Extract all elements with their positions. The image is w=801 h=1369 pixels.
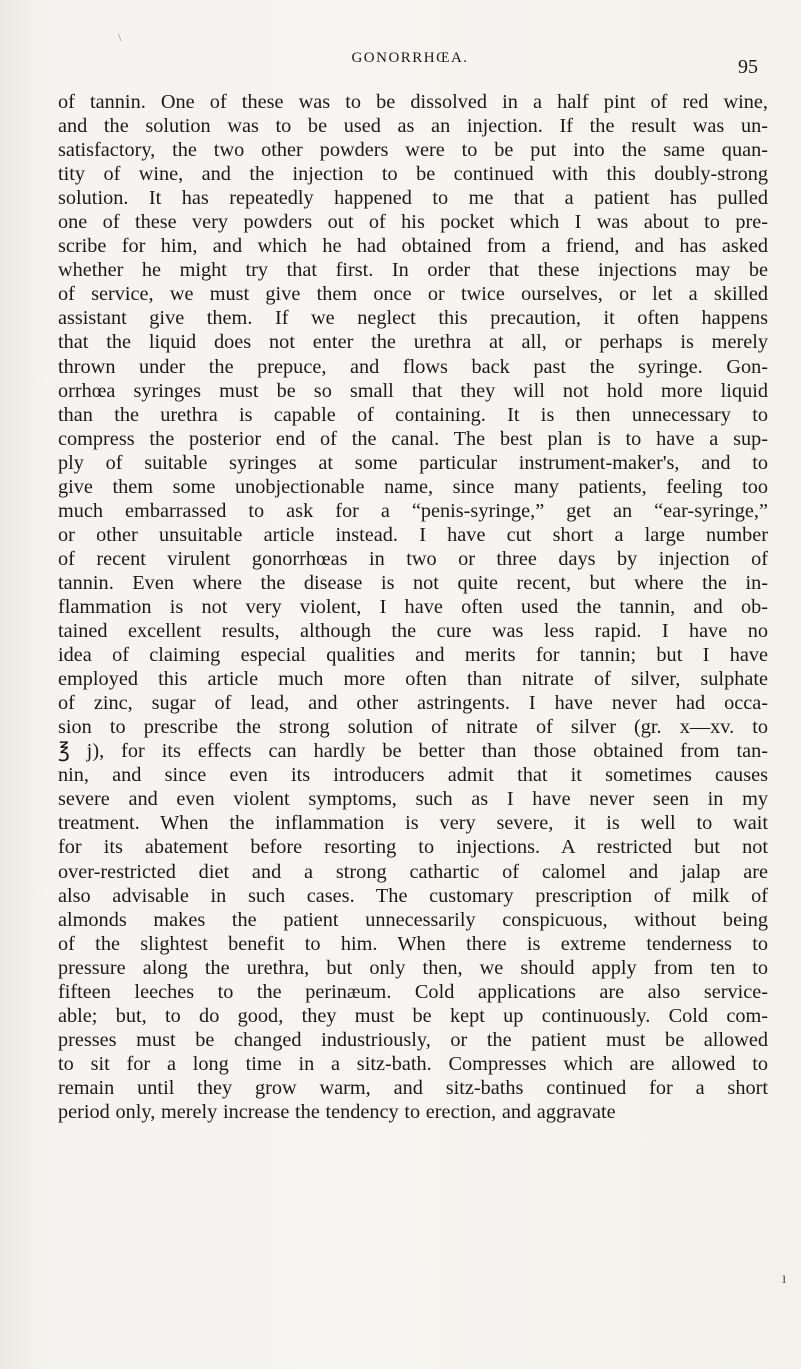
text-line: flammation is not very violent, I have often used the tannin, and ob- — [58, 595, 768, 618]
text-line: ply of suitable syringes at some particular instrument-maker's, and to — [58, 451, 768, 474]
text-line: for its abatement before resorting to injections. A restricted but not — [58, 836, 768, 859]
page-header — [60, 50, 760, 84]
text-line: solution. It has repeatedly happened to me that a patient has pulled — [58, 187, 768, 210]
text-line: pressure along the urethra, but only then, we should apply from ten to — [58, 956, 768, 979]
text-line: tity of wine, and the injection to be continued with this doubly-strong — [58, 163, 768, 186]
text-line: scribe for him, and which he had obtained from a friend, and has asked — [58, 235, 768, 258]
text-line: over-restricted diet and a strong cathartic of calomel and jalap are — [58, 860, 768, 883]
text-line: tained excellent results, although the cure was less rapid. I have no — [58, 620, 768, 643]
text-line: idea of claiming especial qualities and merits for tannin; but I have — [58, 644, 768, 667]
text-line: orrhœa syringes must be so small that they will not hold more liquid — [58, 379, 768, 402]
text-line: thrown under the prepuce, and flows back past the syringe. Gon- — [58, 355, 768, 378]
text-line: compress the posterior end of the canal. The best plan is to have a sup- — [58, 427, 768, 450]
text-line: of the slightest benefit to him. When there is extreme tenderness to — [58, 932, 768, 955]
text-line: presses must be changed industriously, or the patient must be allowed — [58, 1028, 768, 1051]
text-line: sion to prescribe the strong solution of nitrate of silver (gr. x—xv. to — [58, 716, 768, 739]
text-line: of tannin. One of these was to be dissolved in a half pint of red wine, — [58, 91, 768, 113]
text-line: much embarrassed to ask for a “penis-syringe,” get an “ear-syringe,” — [58, 499, 768, 522]
text-line: give them some unobjectionable name, since many patients, feeling too — [58, 475, 768, 498]
text-line: than the urethra is capable of containing. It is then unnecessary to — [58, 403, 768, 426]
text-line: satisfactory, the two other powders were to be put into the same quan- — [58, 139, 768, 162]
text-line: also advisable in such cases. The customary prescription of milk of — [58, 884, 768, 907]
text-line: tannin. Even where the disease is not quite recent, but where the in- — [58, 571, 768, 594]
text-line: and the solution was to be used as an injection. If the result was un- — [58, 115, 768, 138]
text-line: almonds makes the patient unnecessarily conspicuous, without being — [58, 908, 768, 931]
text-line: period only, merely increase the tendency to erection, and aggravate — [58, 1100, 616, 1123]
text-line: assistant give them. If we neglect this precaution, it often happens — [58, 307, 768, 330]
text-line: one of these very powders out of his pocket which I was about to pre- — [58, 211, 768, 234]
text-line: whether he might try that first. In order that these injections may be — [58, 259, 768, 282]
text-line: that the liquid does not enter the urethra at all, or perhaps is merely — [58, 331, 768, 354]
text-line: treatment. When the inflammation is very severe, it is well to wait — [58, 812, 768, 835]
text-line: of service, we must give them once or twice ourselves, or let a skilled — [58, 283, 768, 306]
body-text — [58, 90, 768, 1124]
text-line: able; but, to do good, they must be kept up continuously. Cold com- — [58, 1004, 768, 1027]
scan-artifact: \ — [118, 30, 122, 44]
text-line: nin, and since even its introducers admit that it sometimes causes — [58, 764, 768, 787]
text-line: or other unsuitable article instead. I have cut short a large number — [58, 523, 768, 546]
text-line: remain until they grow warm, and sitz-baths continued for a short — [58, 1076, 768, 1099]
text-line: of recent virulent gonorrhœas in two or three days by injection of — [58, 547, 768, 570]
text-line: employed this article much more often than nitrate of silver, sulphate — [58, 668, 768, 691]
margin-mark: ı — [782, 1270, 787, 1287]
page-number: 95 — [738, 56, 758, 78]
text-line: to sit for a long time in a sitz-bath. Compresses which are allowed to — [58, 1052, 768, 1075]
text-line: severe and even violent symptoms, such as I have never seen in my — [58, 788, 768, 811]
running-head: GONORRHŒA. — [351, 50, 469, 66]
text-line: ℥ j), for its effects can hardly be better than those obtained from tan- — [58, 740, 768, 763]
text-line: of zinc, sugar of lead, and other astringents. I have never had occa- — [58, 692, 768, 715]
text-line: fifteen leeches to the perinæum. Cold applications are also service- — [58, 980, 768, 1003]
